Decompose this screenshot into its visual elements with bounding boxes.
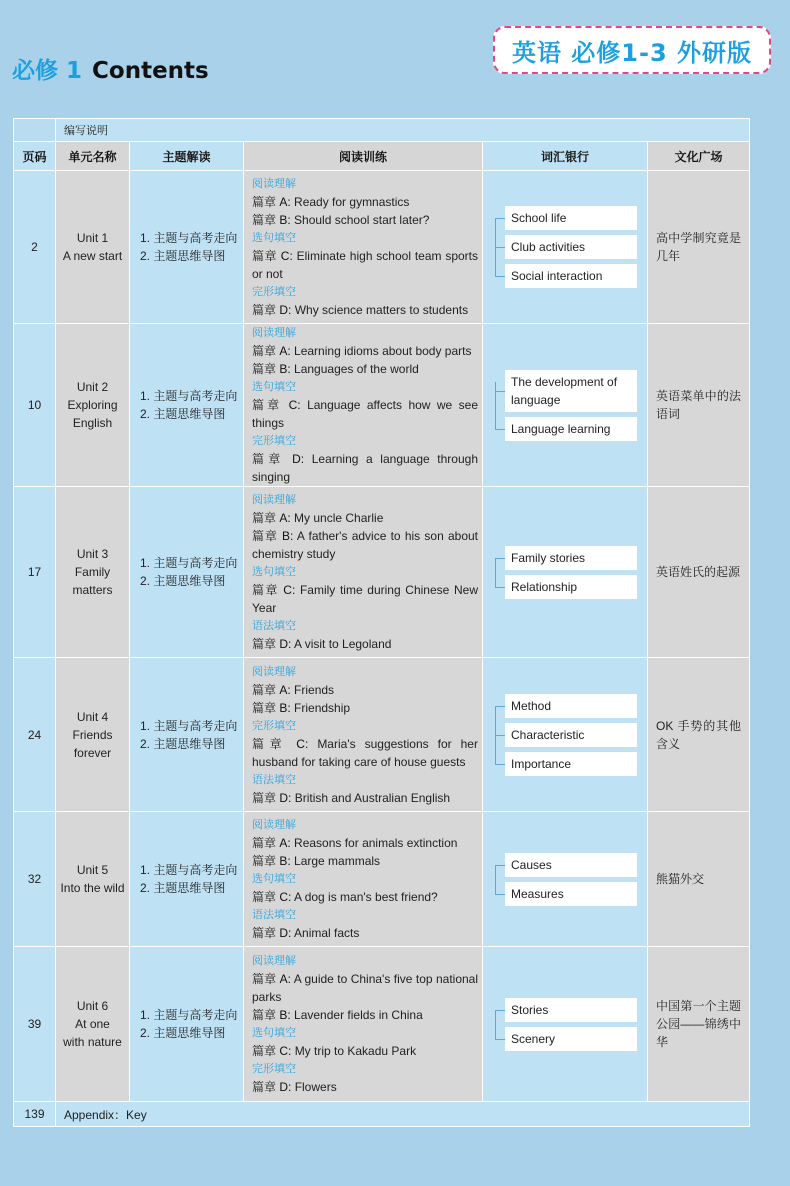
passage-prefix: 篇章 B: [252,213,291,227]
unit-row [14,171,750,324]
vocab-cell [483,658,648,812]
vocab-bracket [495,694,647,776]
unit-name-line: At one [75,1017,110,1031]
unit-name-line: Unit 5 [76,863,109,877]
passage-title: Animal facts [294,926,360,940]
unit-row [14,658,750,812]
theme-cell [130,812,244,947]
theme-item: 1. 主题与高考走向 [140,389,238,403]
unit-name-line: Friends [72,727,113,742]
reading-section-label: 选句填空 [252,381,296,393]
unit-row [14,324,750,487]
passage-title: Maria's suggestions for her husband for taking care of house guests [252,736,478,769]
reading-passage[interactable] [252,1042,478,1060]
unit-name-line: matters [72,583,113,597]
passage-prefix: 篇章 D: [252,303,292,317]
passage-title: Language affects how we see things [252,398,478,430]
theme-item: 1. 主题与高考走向 [140,863,238,877]
passage-prefix: 篇章 C: [252,890,292,904]
unit-page-number[interactable]: 2 [14,171,56,324]
header-culture: 文化广场 [648,142,750,171]
passage-title: A dog is man's best friend? [294,890,438,904]
reading-passage[interactable] [252,193,478,211]
reading-section-label: 语法填空 [252,909,296,921]
unit-name-line: Unit 4 [76,709,109,724]
passage-title: Family time during Chinese New Year [252,583,478,615]
passage-prefix: 篇章 A: [252,972,291,986]
reading-passage[interactable] [252,924,478,942]
appendix-row [14,1102,750,1127]
passage-prefix: 篇章 A: [252,836,291,850]
unit-name [56,947,130,1102]
reading-passage[interactable] [252,247,478,283]
unit-row [14,947,750,1102]
page-title [12,52,209,85]
passage-prefix: 篇章 B: [252,362,291,376]
reading-passage[interactable] [252,735,478,771]
unit-name [56,487,130,658]
unit-page-number[interactable]: 32 [14,812,56,947]
reading-passage[interactable] [252,527,478,563]
table-header-row [14,142,750,171]
vocab-item[interactable]: The development of language [505,370,637,412]
reading-section-label: 完形填空 [252,435,296,447]
unit-page-number[interactable]: 10 [14,324,56,487]
vocab-cell [483,947,648,1102]
passage-title: Friendship [294,700,351,715]
reading-passage[interactable] [252,852,478,870]
unit-name [56,812,130,947]
unit-name-line: Unit 3 [76,547,109,561]
passage-title: Large mammals [294,854,381,868]
passage-prefix: 篇章 C: [252,1044,292,1058]
reading-section-label: 选句填空 [252,1027,296,1039]
reading-passage[interactable] [252,681,478,699]
passage-title: Friends [294,682,335,697]
reading-passage[interactable] [252,635,478,653]
reading-section-label: 语法填空 [252,620,296,632]
page-title-cn: 必修 1 [12,58,83,84]
unit-row [14,487,750,658]
unit-page-number[interactable]: 17 [14,487,56,658]
vocab-cell [483,171,648,324]
theme-item: 2. 主题思维导图 [140,736,226,751]
vocab-item[interactable]: Characteristic [505,723,637,747]
reading-passage[interactable] [252,360,478,378]
reading-passage[interactable] [252,342,478,360]
reading-section-label: 阅读理解 [252,494,296,506]
reading-cell [244,812,483,947]
reading-section-label: 阅读理解 [252,819,296,831]
reading-cell [244,324,483,487]
passage-prefix: 篇章 C: [252,249,293,263]
reading-passage[interactable] [252,1078,478,1096]
culture-topic[interactable]: 高中学制究竟是几年 [648,171,750,324]
passage-prefix: 篇章 B: [252,700,291,715]
culture-topic[interactable]: 英语姓氏的起源 [648,487,750,658]
theme-item: 1. 主题与高考走向 [140,556,238,570]
vocab-item[interactable]: Importance [505,752,637,776]
reading-passage[interactable] [252,1006,478,1024]
reading-section-label: 完形填空 [252,286,296,298]
culture-topic[interactable]: 中国第一个主题公园——锦绣中华 [648,947,750,1102]
reading-cell [244,171,483,324]
passage-title: Lavender fields in China [294,1008,423,1022]
theme-item: 2. 主题思维导图 [140,407,226,421]
reading-passage[interactable] [252,699,478,717]
theme-item: 2. 主题思维导图 [140,574,226,588]
vocab-item[interactable]: Social interaction [505,264,637,288]
passage-title: My uncle Charlie [294,511,384,525]
reading-passage[interactable] [252,970,478,1006]
header-unit: 单元名称 [56,142,130,171]
vocab-item[interactable]: Family stories [505,546,637,570]
vocab-item[interactable]: Scenery [505,1027,637,1051]
reading-section-label: 阅读理解 [252,327,296,339]
theme-item: 1. 主题与高考走向 [140,231,238,245]
reading-passage[interactable] [252,301,478,319]
reading-passage[interactable] [252,789,478,807]
reading-passage[interactable] [252,211,478,229]
reading-passage[interactable] [252,396,478,432]
vocab-bracket [495,206,647,288]
unit-row [14,812,750,947]
culture-topic[interactable]: 英语菜单中的法语词 [648,324,750,487]
unit-name-line: Unit 1 [76,231,109,245]
passage-title: My trip to Kakadu Park [294,1044,417,1058]
reading-cell [244,658,483,812]
vocab-bracket [495,370,647,441]
passage-title: Flowers [294,1080,337,1094]
vocab-item[interactable]: Club activities [505,235,637,259]
theme-cell [130,658,244,812]
reading-section-label: 阅读理解 [252,665,296,678]
passage-title: Reasons for animals extinction [294,836,458,850]
reading-section-label: 选句填空 [252,232,296,244]
vocab-item[interactable]: Measures [505,882,637,906]
vocab-item[interactable]: Causes [505,853,637,877]
reading-section-label: 阅读理解 [252,955,296,967]
theme-cell [130,487,244,658]
vocab-bracket [495,998,647,1051]
theme-item: 2. 主题思维导图 [140,249,226,263]
passage-prefix: 篇章 D: [252,926,292,940]
passage-prefix: 篇章 D: [252,637,292,651]
passage-prefix: 篇章 B: [252,854,291,868]
passage-prefix: 篇章 C: [252,398,301,412]
unit-name-line: Family [74,565,111,579]
reading-section-label: 完形填空 [252,719,296,732]
passage-title: A father's advice to his son about chemistry study [252,529,478,561]
unit-name-line: Unit 2 [76,380,109,394]
reading-passage[interactable] [252,581,478,617]
unit-name-line: Unit 6 [76,999,109,1013]
appendix-page-number[interactable]: 139 [14,1102,56,1127]
theme-cell [130,324,244,487]
passage-title: A guide to China's five top national parks [252,972,479,1004]
unit-page-number[interactable]: 39 [14,947,56,1102]
culture-topic[interactable]: 熊猫外交 [648,812,750,947]
reading-cell [244,487,483,658]
passage-title: Languages of the world [294,362,419,376]
unit-name-line: Into the wild [60,881,125,895]
vocab-item[interactable]: Method [505,694,637,718]
header-vocab: 词汇银行 [483,142,648,171]
vocab-bracket [495,853,647,906]
passage-prefix: 篇章 A: [252,511,291,525]
reading-section-label: 语法填空 [252,773,296,786]
passage-prefix: 篇章 D: [252,1080,292,1094]
vocab-item[interactable]: Relationship [505,575,637,599]
passage-prefix: 篇章 C: [252,583,296,597]
passage-prefix: 篇章 A: [252,344,291,358]
unit-name [56,171,130,324]
unit-name-line: A new start [62,249,123,263]
reading-section-label: 选句填空 [252,873,296,885]
reading-section-label: 选句填空 [252,566,296,578]
passage-prefix: 篇章 D: [252,790,292,805]
passage-title: Ready for gymnastics [294,195,410,209]
theme-cell [130,947,244,1102]
reading-section-label: 完形填空 [252,1063,296,1075]
contents-table [13,118,750,1127]
unit-name [56,324,130,487]
vocab-item[interactable]: Language learning [505,417,637,441]
passage-title: Learning idioms about body parts [294,344,472,358]
passage-prefix: 篇章 B: [252,529,294,543]
reading-cell [244,947,483,1102]
theme-cell [130,171,244,324]
unit-name-line: with nature [63,1035,122,1049]
header-reading: 阅读训练 [244,142,483,171]
theme-item: 2. 主题思维导图 [140,881,226,895]
passage-prefix: 篇章 B: [252,1008,291,1022]
vocab-cell [483,812,648,947]
vocab-cell [483,324,648,487]
passage-title: Should school start later? [294,213,430,227]
reading-section-label: 阅读理解 [252,178,296,190]
header-page: 页码 [14,142,56,171]
unit-name-line: forever [73,745,112,760]
vocab-item[interactable]: Stories [505,998,637,1022]
header-theme: 主题解读 [130,142,244,171]
culture-topic[interactable]: OK 手势的其他含义 [648,658,750,812]
vocab-cell [483,487,648,658]
editor-note-row [14,119,750,142]
theme-item: 2. 主题思维导图 [140,1026,226,1040]
page-title-en: Contents [92,58,209,84]
appendix-title[interactable]: Appendix：Key [56,1102,750,1127]
reading-passage[interactable] [252,509,478,527]
vocab-item[interactable]: School life [505,206,637,230]
unit-name [56,658,130,812]
unit-name-line: English [72,416,113,430]
unit-name-line: Exploring [67,398,118,412]
passage-prefix: 篇章 C: [252,736,309,751]
passage-title: Learning a language through singing [252,452,478,484]
passage-title: Eliminate high school team sports or not [252,249,478,281]
passage-prefix: 篇章 A: [252,682,291,697]
reading-passage[interactable] [252,450,478,486]
passage-title: British and Australian English [294,790,451,805]
theme-item: 1. 主题与高考走向 [140,1008,238,1022]
passage-title: Why science matters to students [294,303,469,317]
unit-page-number[interactable]: 24 [14,658,56,812]
passage-title: A visit to Legoland [294,637,392,651]
reading-passage[interactable] [252,834,478,852]
book-badge: 英语 必修1-3 外研版 [493,26,771,74]
theme-item: 1. 主题与高考走向 [140,718,238,733]
editor-note-link[interactable]: 编写说明 [56,119,750,142]
passage-prefix: 篇章 D: [252,452,305,466]
passage-prefix: 篇章 A: [252,195,291,209]
vocab-bracket [495,546,647,599]
reading-passage[interactable] [252,888,478,906]
